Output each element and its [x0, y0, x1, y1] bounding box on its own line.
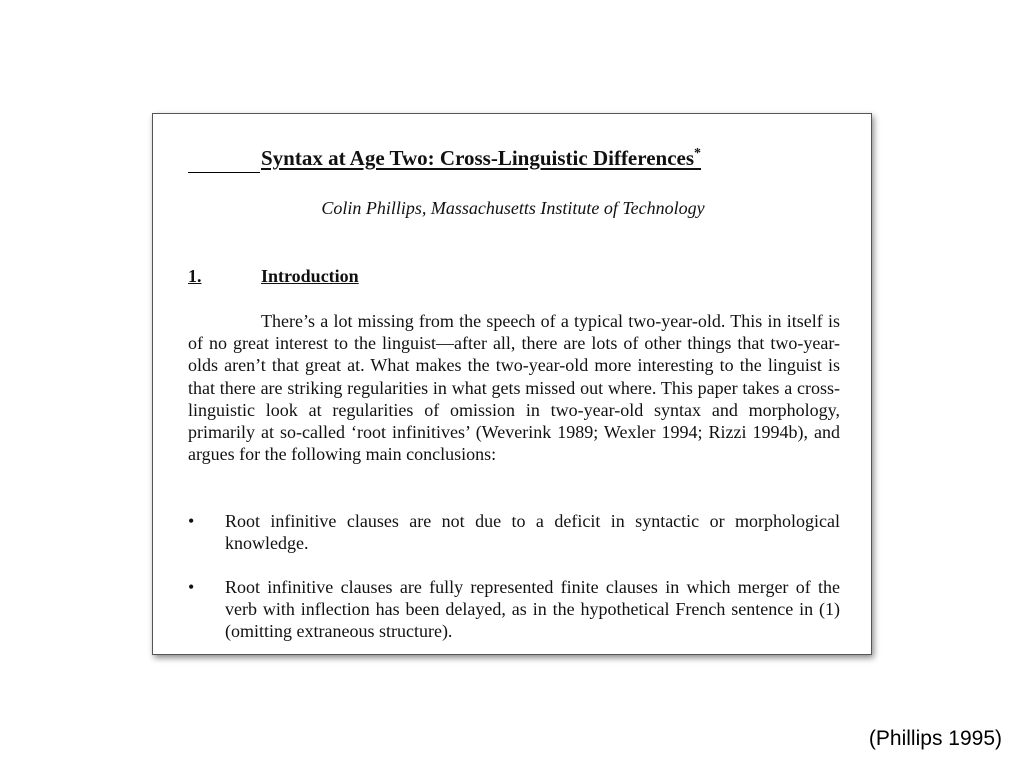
section-heading: Introduction: [261, 266, 359, 286]
intro-paragraph: There’s a lot missing from the speech of a typical two-year-old. This in itself is of no great interest to the linguist—after all, there are lots of other things that two-year-olds aren’t that great at. What makes the two-year-old more interesting to the linguist is that there are striking regularities in what gets missed out where. This paper takes a cross-linguistic look at regularities of omission in two-year-old syntax and morphology, primarily at so-called ‘root infinitives’ (Weverink 1989; Wexler 1994; Rizzi 1994b), and argues for the following main conclusions:: [188, 311, 840, 465]
bullet-marker: •: [188, 511, 195, 531]
title-leading-rule: [188, 172, 260, 173]
paper-title: [261, 146, 701, 171]
bullet-marker: •: [188, 577, 195, 597]
bullet-text: Root infinitive clauses are fully represented finite clauses in which merger of the verb with inflection has been delayed, as in the hypothetical French sentence in (1) (omitting extraneous structure).: [225, 577, 840, 642]
bullet-text: Root infinitive clauses are not due to a deficit in syntactic or morphological knowledge.: [225, 511, 840, 554]
paper-page-excerpt: [152, 113, 872, 655]
paper-author: Colin Phillips, Massachusetts Institute of Technology: [321, 198, 705, 218]
bullet-item: [188, 576, 840, 643]
slide-citation: (Phillips 1995): [868, 727, 1002, 750]
paper-title-text: Syntax at Age Two: Cross-Linguistic Differences: [261, 146, 695, 170]
title-footnote-mark: *: [694, 146, 702, 161]
section-number: 1.: [188, 266, 202, 286]
bullet-item: [188, 510, 840, 554]
